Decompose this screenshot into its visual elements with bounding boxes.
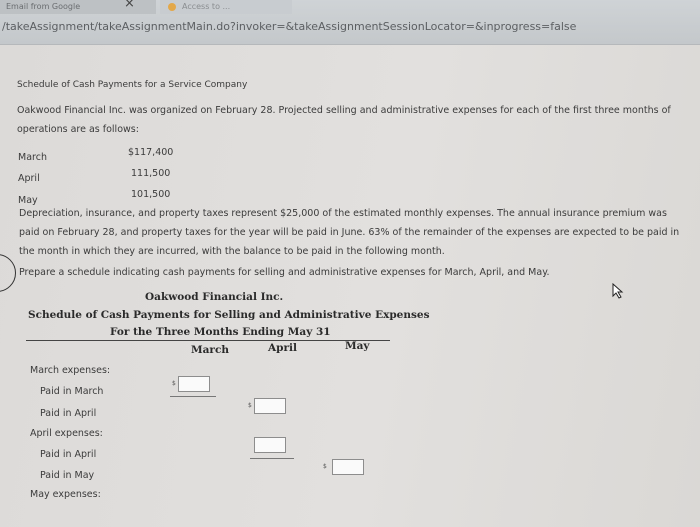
column-header-april: April	[268, 342, 297, 354]
browser-chrome	[0, 0, 700, 45]
month-label-march: March	[18, 152, 47, 163]
currency-symbol: $	[323, 463, 327, 470]
row-label-april-expenses: April expenses:	[30, 428, 103, 439]
favicon-icon	[168, 3, 176, 11]
currency-symbol: $	[172, 380, 176, 387]
month-amount-april: 111,500	[131, 168, 171, 179]
para-text-line1: Depreciation, insurance, and property taxes represent $25,000 of the estimated monthly expenses. The annual insurance premium was	[19, 208, 667, 219]
row-label-march-paid-april: Paid in April	[40, 408, 97, 419]
header-rule	[26, 340, 390, 341]
browser-tab-access[interactable]	[160, 0, 292, 14]
para-text-line2: paid on February 28, and property taxes for the year will be paid in June. 63% of the remainder of the expenses are expected to be paid in	[19, 227, 680, 238]
tab-label: Email from Google	[6, 2, 81, 11]
problem-title: Schedule of Cash Payments for a Service Company	[17, 80, 248, 90]
row-label-march-paid-march: Paid in March	[40, 386, 104, 397]
close-icon[interactable]: ×	[124, 0, 135, 11]
mouse-pointer-icon	[612, 283, 626, 299]
row-label-april-paid-april: Paid in April	[40, 449, 97, 460]
currency-symbol: $	[248, 402, 252, 409]
month-label-april: April	[18, 173, 40, 184]
column-header-may: May	[345, 340, 370, 352]
month-amount-may: 101,500	[131, 189, 171, 200]
para-text-line3: the month in which they are incurred, with the balance to be paid in the following month.	[19, 246, 445, 257]
tab-label: Access to ...	[182, 2, 231, 11]
schedule-period: For the Three Months Ending May 31	[110, 326, 331, 338]
input-april-paid-april-march[interactable]	[254, 398, 286, 414]
schedule-company: Oakwood Financial Inc.	[145, 291, 284, 303]
browser-tab-email[interactable]	[0, 0, 156, 14]
month-label-may: May	[18, 195, 38, 206]
instruction-text: Prepare a schedule indicating cash payments for selling and administrative expenses for March, April, and May.	[19, 267, 550, 278]
subtotal-rule	[250, 458, 294, 459]
month-amount-march: $117,400	[128, 147, 174, 158]
schedule-title: Schedule of Cash Payments for Selling and Administrative Expenses	[28, 309, 430, 321]
row-label-march-expenses: March expenses:	[30, 365, 111, 376]
row-label-may-expenses: May expenses:	[30, 489, 101, 500]
intro-text-line2: operations are as follows:	[17, 124, 139, 135]
input-march-paid-march[interactable]	[178, 376, 210, 392]
row-label-april-paid-may: Paid in May	[40, 470, 95, 481]
column-header-march: March	[191, 344, 229, 356]
input-april-paid-april[interactable]	[254, 437, 286, 453]
subtotal-rule	[170, 396, 216, 397]
input-may-paid-may-april[interactable]	[332, 459, 364, 475]
intro-text-line1: Oakwood Financial Inc. was organized on February 28. Projected selling and administrative expenses for each of the first three months of	[17, 105, 671, 116]
assignment-content	[0, 45, 700, 527]
address-bar[interactable]: /takeAssignment/takeAssignmentMain.do?invoker=&takeAssignmentSessionLocator=&inprogress=false	[2, 20, 577, 33]
